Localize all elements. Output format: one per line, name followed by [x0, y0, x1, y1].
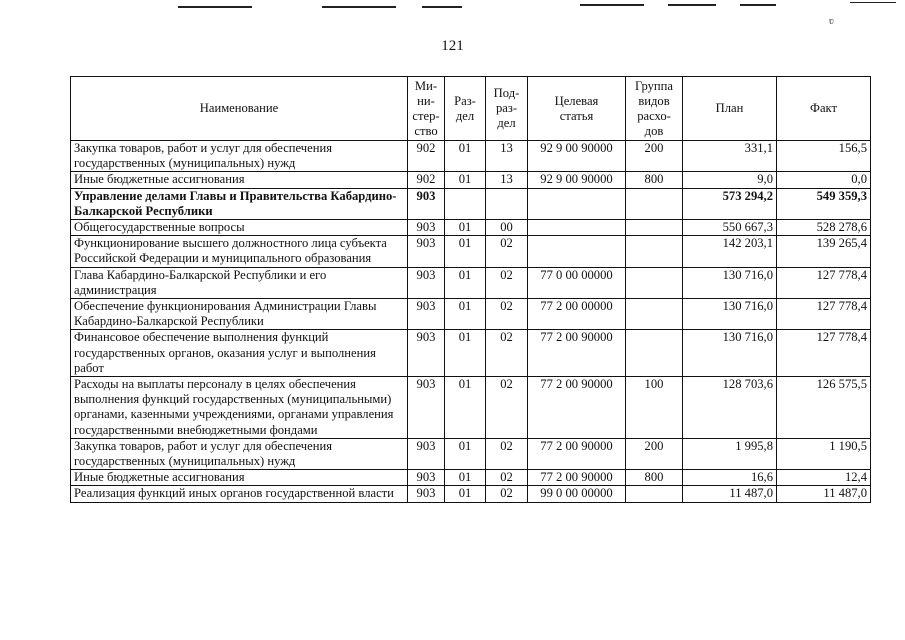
cell-name: Глава Кабардино-Балкарской Республики и его администрация — [71, 267, 408, 298]
cell-group — [626, 486, 683, 502]
cell-group — [626, 220, 683, 236]
cell-target: 77 2 00 90000 — [528, 330, 626, 377]
table-row — [71, 377, 871, 439]
cell-name: Реализация функций иных органов государственной власти — [71, 486, 408, 502]
cell-fact: 11 487,0 — [777, 486, 871, 502]
cell-plan: 16,6 — [683, 470, 777, 486]
cell-subsection: 13 — [486, 141, 528, 172]
cell-name: Иные бюджетные ассигнования — [71, 470, 408, 486]
cell-ministry: 903 — [408, 267, 445, 298]
cell-section: 01 — [445, 267, 486, 298]
cell-fact: 1 190,5 — [777, 438, 871, 469]
scan-mark: ʋ — [829, 16, 834, 27]
cell-section: 01 — [445, 470, 486, 486]
cell-target — [528, 188, 626, 219]
cell-section: 01 — [445, 486, 486, 502]
cell-subsection: 02 — [486, 486, 528, 502]
cell-plan: 550 667,3 — [683, 220, 777, 236]
cell-plan: 130 716,0 — [683, 299, 777, 330]
cell-plan: 142 203,1 — [683, 236, 777, 267]
cell-plan: 1 995,8 — [683, 438, 777, 469]
cell-fact: 156,5 — [777, 141, 871, 172]
table-row — [71, 172, 871, 188]
cell-plan: 331,1 — [683, 141, 777, 172]
cell-ministry: 903 — [408, 377, 445, 439]
cell-group: 800 — [626, 172, 683, 188]
cell-plan: 11 487,0 — [683, 486, 777, 502]
cell-name: Расходы на выплаты персоналу в целях обеспечения выполнения функций государственных (муниципальными) органами, казенными учреждениями, органами управления государственными внебюджетными фондами — [71, 377, 408, 439]
cell-section: 01 — [445, 172, 486, 188]
table-row — [71, 267, 871, 298]
cell-section — [445, 188, 486, 219]
cell-group — [626, 267, 683, 298]
cell-section: 01 — [445, 438, 486, 469]
cell-subsection: 00 — [486, 220, 528, 236]
cell-fact: 127 778,4 — [777, 299, 871, 330]
header-group: Группа видов расхо- дов — [626, 77, 683, 141]
cell-name: Общегосударственные вопросы — [71, 220, 408, 236]
header-section: Раз- дел — [445, 77, 486, 141]
cell-name: Управление делами Главы и Правительства Кабардино-Балкарской Республики — [71, 188, 408, 219]
cell-subsection: 02 — [486, 470, 528, 486]
cell-name: Обеспечение функционирования Администрации Главы Кабардино-Балкарской Республики — [71, 299, 408, 330]
cell-subsection: 02 — [486, 377, 528, 439]
cell-plan: 130 716,0 — [683, 330, 777, 377]
cell-target: 77 2 00 90000 — [528, 438, 626, 469]
cell-ministry: 903 — [408, 470, 445, 486]
cell-target: 77 0 00 00000 — [528, 267, 626, 298]
cell-section: 01 — [445, 299, 486, 330]
cell-ministry: 903 — [408, 299, 445, 330]
cell-target: 77 2 00 00000 — [528, 299, 626, 330]
cell-group: 200 — [626, 438, 683, 469]
cell-subsection: 13 — [486, 172, 528, 188]
table-row — [71, 486, 871, 502]
cell-fact: 127 778,4 — [777, 267, 871, 298]
header-ministry: Ми- ни- стер- ство — [408, 77, 445, 141]
header-row — [71, 77, 871, 141]
cell-name: Финансовое обеспечение выполнения функций государственных органов, оказания услуг и выполнения работ — [71, 330, 408, 377]
cell-ministry: 903 — [408, 330, 445, 377]
cell-group: 800 — [626, 470, 683, 486]
table-row — [71, 470, 871, 486]
cell-target: 92 9 00 90000 — [528, 172, 626, 188]
cell-group: 200 — [626, 141, 683, 172]
cell-group — [626, 330, 683, 377]
cell-plan: 130 716,0 — [683, 267, 777, 298]
cell-name: Функционирование высшего должностного лица субъекта Российской Федерации и муниципального образования — [71, 236, 408, 267]
cell-subsection: 02 — [486, 330, 528, 377]
header-name: Наименование — [71, 77, 408, 141]
cell-target: 99 0 00 00000 — [528, 486, 626, 502]
header-target: Целевая статья — [528, 77, 626, 141]
cell-fact: 528 278,6 — [777, 220, 871, 236]
cell-fact: 139 265,4 — [777, 236, 871, 267]
table-row — [71, 330, 871, 377]
cell-section: 01 — [445, 220, 486, 236]
cell-ministry: 903 — [408, 236, 445, 267]
table-row — [71, 438, 871, 469]
cell-fact: 127 778,4 — [777, 330, 871, 377]
budget-table — [70, 76, 871, 503]
cell-subsection: 02 — [486, 299, 528, 330]
cell-plan: 573 294,2 — [683, 188, 777, 219]
page-number: 121 — [441, 38, 464, 54]
cell-subsection: 02 — [486, 438, 528, 469]
cell-target — [528, 236, 626, 267]
table-body — [71, 141, 871, 503]
cell-ministry: 902 — [408, 141, 445, 172]
cell-name: Закупка товаров, работ и услуг для обеспечения государственных (муниципальных) нужд — [71, 141, 408, 172]
cell-ministry: 903 — [408, 438, 445, 469]
header-fact: Факт — [777, 77, 871, 141]
cell-fact: 12,4 — [777, 470, 871, 486]
cell-section: 01 — [445, 141, 486, 172]
cell-target: 92 9 00 90000 — [528, 141, 626, 172]
cell-subsection: 02 — [486, 236, 528, 267]
cell-plan: 128 703,6 — [683, 377, 777, 439]
cell-section: 01 — [445, 236, 486, 267]
cell-ministry: 902 — [408, 172, 445, 188]
cell-ministry: 903 — [408, 188, 445, 219]
cell-ministry: 903 — [408, 486, 445, 502]
cell-target — [528, 220, 626, 236]
header-plan: План — [683, 77, 777, 141]
cell-fact: 0,0 — [777, 172, 871, 188]
table-row — [71, 188, 871, 219]
cell-name: Иные бюджетные ассигнования — [71, 172, 408, 188]
cell-fact: 126 575,5 — [777, 377, 871, 439]
table-row — [71, 220, 871, 236]
cell-section: 01 — [445, 377, 486, 439]
cell-subsection: 02 — [486, 267, 528, 298]
table-row — [71, 299, 871, 330]
cell-group: 100 — [626, 377, 683, 439]
cell-target: 77 2 00 90000 — [528, 470, 626, 486]
cell-group — [626, 188, 683, 219]
cell-fact: 549 359,3 — [777, 188, 871, 219]
scan-artifacts — [0, 0, 905, 20]
cell-ministry: 903 — [408, 220, 445, 236]
cell-section: 01 — [445, 330, 486, 377]
cell-subsection — [486, 188, 528, 219]
table-row — [71, 141, 871, 172]
cell-target: 77 2 00 90000 — [528, 377, 626, 439]
cell-group — [626, 236, 683, 267]
cell-name: Закупка товаров, работ и услуг для обеспечения государственных (муниципальных) нужд — [71, 438, 408, 469]
table-row — [71, 236, 871, 267]
cell-plan: 9,0 — [683, 172, 777, 188]
cell-group — [626, 299, 683, 330]
header-subsection: Под- раз- дел — [486, 77, 528, 141]
